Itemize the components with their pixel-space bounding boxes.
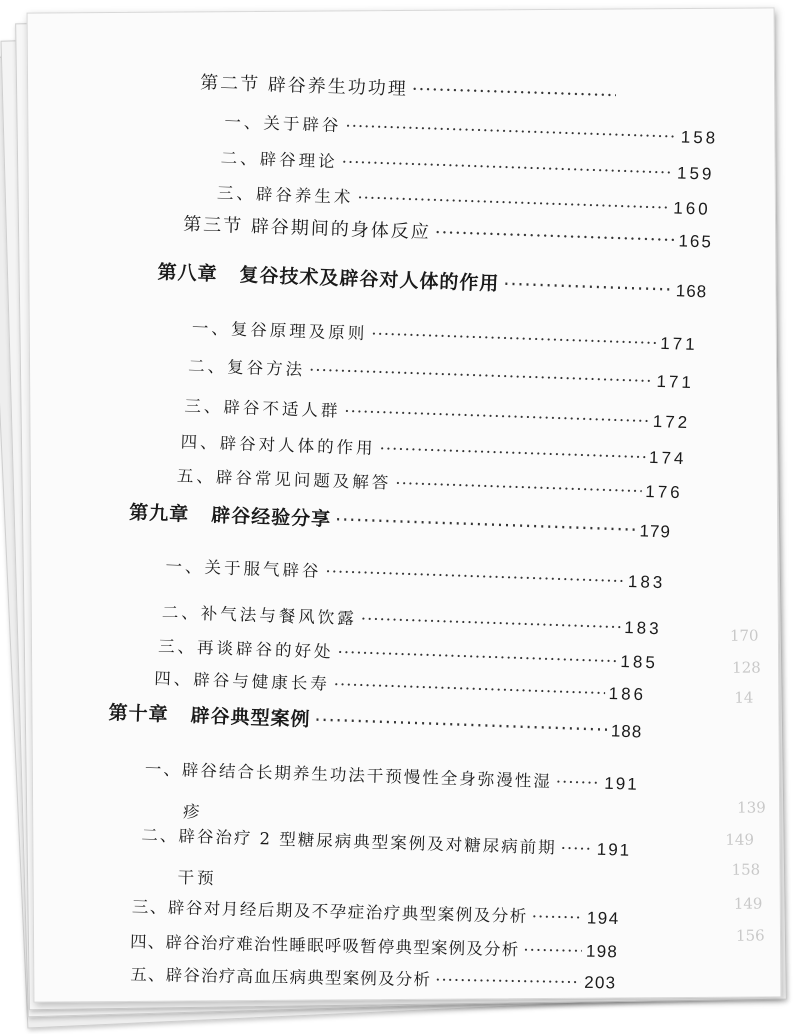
leader-dots xyxy=(379,439,645,467)
toc-item-title: 四、辟谷对人体的作用 xyxy=(180,432,376,458)
chapter-page: 179 xyxy=(639,521,672,542)
toc-item-page: 185 xyxy=(620,652,659,673)
toc-item-page: 158 xyxy=(680,127,719,148)
leader-dots xyxy=(503,273,672,301)
leader-dots xyxy=(309,360,653,390)
toc-item[interactable] xyxy=(180,428,687,469)
ghost-number: 158 xyxy=(731,860,761,879)
leader-dots xyxy=(371,324,657,352)
toc-item-page: 183 xyxy=(627,571,666,593)
leader-dots xyxy=(532,907,584,927)
leader-dots xyxy=(337,643,617,671)
toc-item-page: 172 xyxy=(652,411,691,433)
leader-dots xyxy=(560,839,593,859)
toc-section-page: 165 xyxy=(678,231,714,252)
toc-item-page: 171 xyxy=(659,333,698,355)
ghost-number: 156 xyxy=(735,926,765,945)
ghost-number: 128 xyxy=(732,658,761,677)
chapter-page: 168 xyxy=(675,281,708,302)
leader-dots xyxy=(344,402,649,431)
toc-item-page: 160 xyxy=(673,198,711,219)
chapter-number: 第八章 xyxy=(157,261,218,286)
ghost-number: 149 xyxy=(725,830,755,849)
leader-dots xyxy=(325,562,624,591)
leader-dots xyxy=(314,709,607,741)
toc-item[interactable] xyxy=(162,599,663,640)
toc-section-title: 第二节 辟谷养生功功理 xyxy=(199,72,409,100)
toc-item-title: 三、辟谷对月经后期及不孕症治疗典型案例及分析 xyxy=(131,897,528,926)
leader-dots xyxy=(523,940,582,960)
toc-item[interactable] xyxy=(184,392,691,433)
ghost-number: 14 xyxy=(734,688,754,707)
toc-item-page: 186 xyxy=(608,683,647,705)
toc-item[interactable] xyxy=(188,352,695,393)
toc-chapter-8[interactable] xyxy=(157,257,708,303)
leader-dots xyxy=(435,970,580,992)
toc-item[interactable] xyxy=(220,144,715,184)
ghost-number: 139 xyxy=(737,798,766,817)
toc-item[interactable] xyxy=(132,893,620,929)
toc-item[interactable] xyxy=(154,665,647,705)
toc-item[interactable] xyxy=(145,755,640,795)
toc-item-continuation: 疹 xyxy=(182,802,203,822)
toc-item[interactable] xyxy=(165,553,666,594)
toc-item-continuation: 干预 xyxy=(177,867,217,889)
leader-dots xyxy=(333,675,605,703)
leader-dots xyxy=(411,79,616,106)
toc-item-title: 二、辟谷理论 xyxy=(220,148,338,172)
toc-item-page: 183 xyxy=(623,618,662,639)
toc-item-page: 191 xyxy=(604,773,640,794)
leader-dots xyxy=(335,509,636,541)
chapter-title: 复谷技术及辟谷对人体的作用 xyxy=(239,264,500,296)
toc-item-title: 三、辟谷不适人群 xyxy=(184,396,341,421)
toc-item-page: 159 xyxy=(676,163,715,184)
toc-item-title: 四、辟谷与健康长寿 xyxy=(154,668,331,694)
toc-item-page: 174 xyxy=(648,447,687,469)
toc-item[interactable] xyxy=(141,821,632,860)
toc-item-title: 一、复谷原理及原则 xyxy=(191,318,368,344)
leader-dots xyxy=(434,222,674,251)
leader-dots xyxy=(395,474,642,501)
toc-item-page: 203 xyxy=(584,972,617,993)
toc-item-title: 一、关于辟谷 xyxy=(224,112,342,136)
ghost-number: 170 xyxy=(729,626,759,645)
leader-dots xyxy=(555,772,600,792)
chapter-number: 第九章 xyxy=(128,501,190,526)
toc-item[interactable] xyxy=(224,108,719,148)
leader-dots xyxy=(357,188,670,217)
chapter-page: 188 xyxy=(610,721,643,742)
toc-item-title: 二、补气法与餐风饮露 xyxy=(161,602,358,629)
toc-item-title: 五、辟谷治疗高血压病典型案例及分析 xyxy=(130,964,432,990)
toc-item-page: 191 xyxy=(596,839,632,860)
toc-item-title: 一、关于服气辟谷 xyxy=(165,556,322,581)
chapter-title: 辟谷经验分享 xyxy=(210,504,332,531)
toc-item-title: 四、辟谷治疗难治性睡眠呼吸暂停典型案例及分析 xyxy=(129,932,520,960)
toc-item-title: 一、辟谷结合长期养生功法干预慢性全身弥漫性湿 xyxy=(144,759,553,792)
leader-dots xyxy=(345,116,677,146)
toc-item-page: 194 xyxy=(586,908,620,929)
toc-item-title: 二、复谷方法 xyxy=(187,356,306,380)
toc-section-2[interactable] xyxy=(200,68,621,107)
toc-item[interactable] xyxy=(192,314,699,355)
ghost-number: 149 xyxy=(733,894,763,913)
toc-item[interactable] xyxy=(130,961,616,993)
toc-item-title: 五、辟谷常见问题及解答 xyxy=(176,466,392,493)
chapter-title: 辟谷典型案例 xyxy=(190,704,311,731)
leader-dots xyxy=(360,609,620,637)
toc-item-title: 三、再谈辟谷的好处 xyxy=(157,636,334,662)
toc-chapter-10[interactable] xyxy=(108,698,643,744)
leader-dots xyxy=(341,152,673,182)
chapter-number: 第十章 xyxy=(108,701,169,726)
toc-item-title: 三、辟谷养生术 xyxy=(216,183,354,207)
toc-item[interactable] xyxy=(177,462,684,503)
toc-item-title: 二、辟谷治疗 2 型糖尿病典型案例及对糖尿病前期 xyxy=(141,825,558,858)
toc-item-page: 198 xyxy=(585,941,619,962)
toc-page xyxy=(27,7,782,1002)
toc-chapter-9[interactable] xyxy=(129,498,672,544)
toc-item-page: 176 xyxy=(644,481,683,503)
toc-item-page: 171 xyxy=(656,371,695,393)
toc-section-title: 第三节 辟谷期间的身体反应 xyxy=(182,213,432,244)
toc-item[interactable] xyxy=(130,928,618,962)
